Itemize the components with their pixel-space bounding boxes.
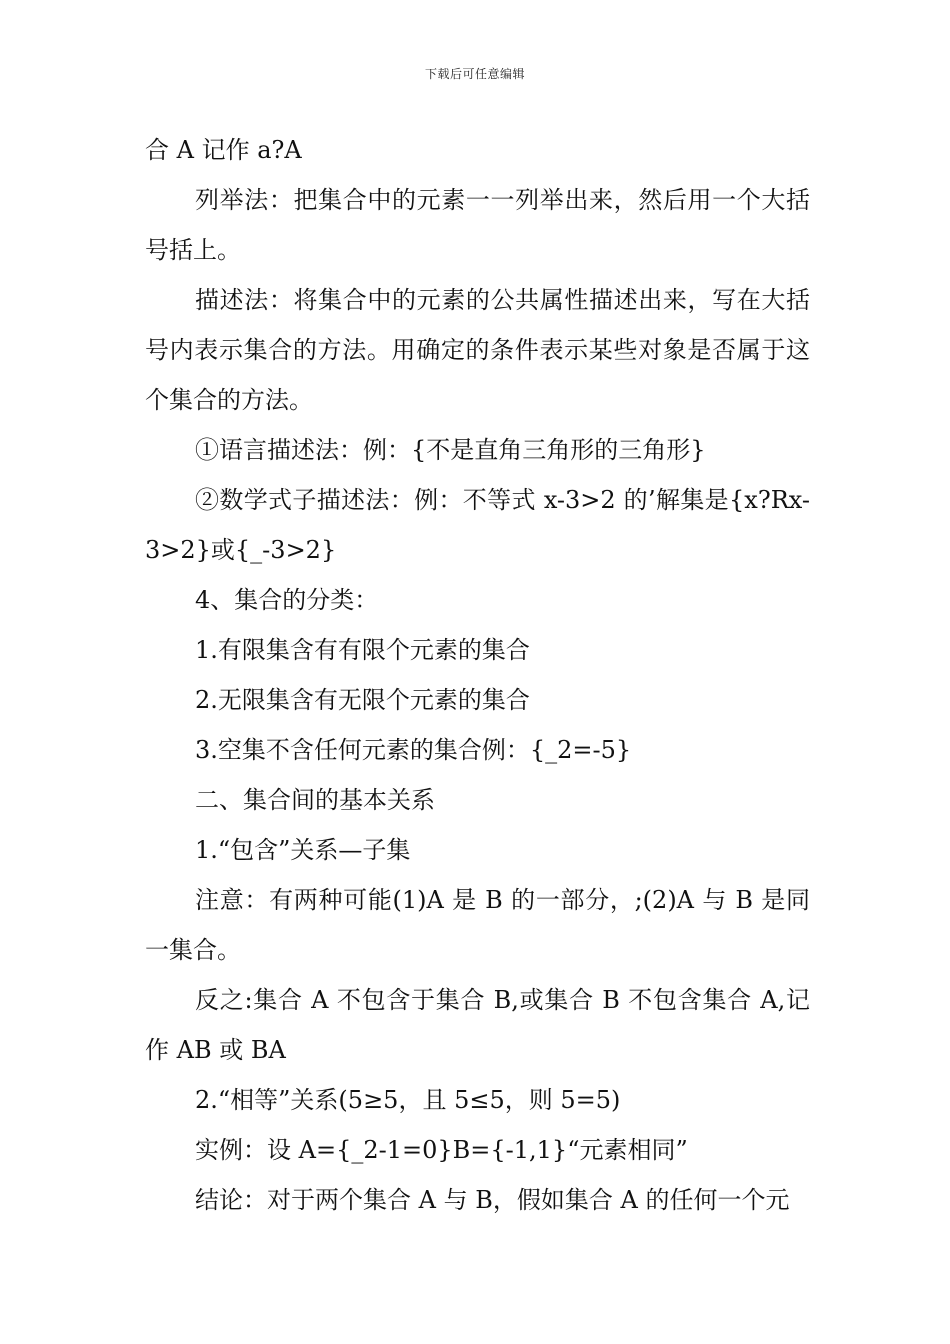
paragraph-3: 描述法：将集合中的元素的公共属性描述出来，写在大括号内表示集合的方法。用确定的条件表示某些对象是否属于这个集合的方法。 — [145, 286, 810, 414]
paragraph-10: 二、集合间的基本关系 — [195, 786, 435, 814]
paragraph-5: ②数学式子描述法：例：不等式 x-3>2 的’解集是{x?Rx-3>2}或{_-3>2} — [145, 486, 810, 564]
page-header: 下载后可任意编辑 — [424, 67, 525, 81]
paragraph-2: 列举法：把集合中的元素一一列举出来，然后用一个大括号括上。 — [145, 186, 810, 264]
document-body — [145, 125, 810, 1225]
paragraph-8: 2.无限集含有无限个元素的集合 — [195, 686, 530, 714]
paragraph-7: 1.有限集含有有限个元素的集合 — [195, 636, 530, 664]
paragraph-9: 3.空集不含任何元素的集合例：{_2=-5} — [195, 736, 632, 764]
paragraph-15: 实例：设 A={_2-1=0}B={-1,1}“元素相同” — [195, 1136, 688, 1164]
paragraph-16: 结论：对于两个集合 A 与 B，假如集合 A 的任何一个元 — [195, 1186, 790, 1214]
paragraph-6: 4、集合的分类： — [195, 586, 379, 614]
paragraph-1: 合 A 记作 a?A — [145, 136, 302, 164]
paragraph-13: 反之:集合 A 不包含于集合 B,或集合 B 不包含集合 A,记作 AB 或 BA — [145, 986, 810, 1064]
paragraph-4: ①语言描述法：例：{不是直角三角形的三角形} — [195, 436, 706, 464]
paragraph-12: 注意：有两种可能(1)A 是 B 的一部分，;(2)A 与 B 是同一集合。 — [145, 886, 810, 964]
paragraph-11: 1.“包含”关系—子集 — [195, 836, 411, 864]
paragraph-14: 2.“相等”关系(5≥5，且 5≤5，则 5=5) — [195, 1086, 621, 1114]
